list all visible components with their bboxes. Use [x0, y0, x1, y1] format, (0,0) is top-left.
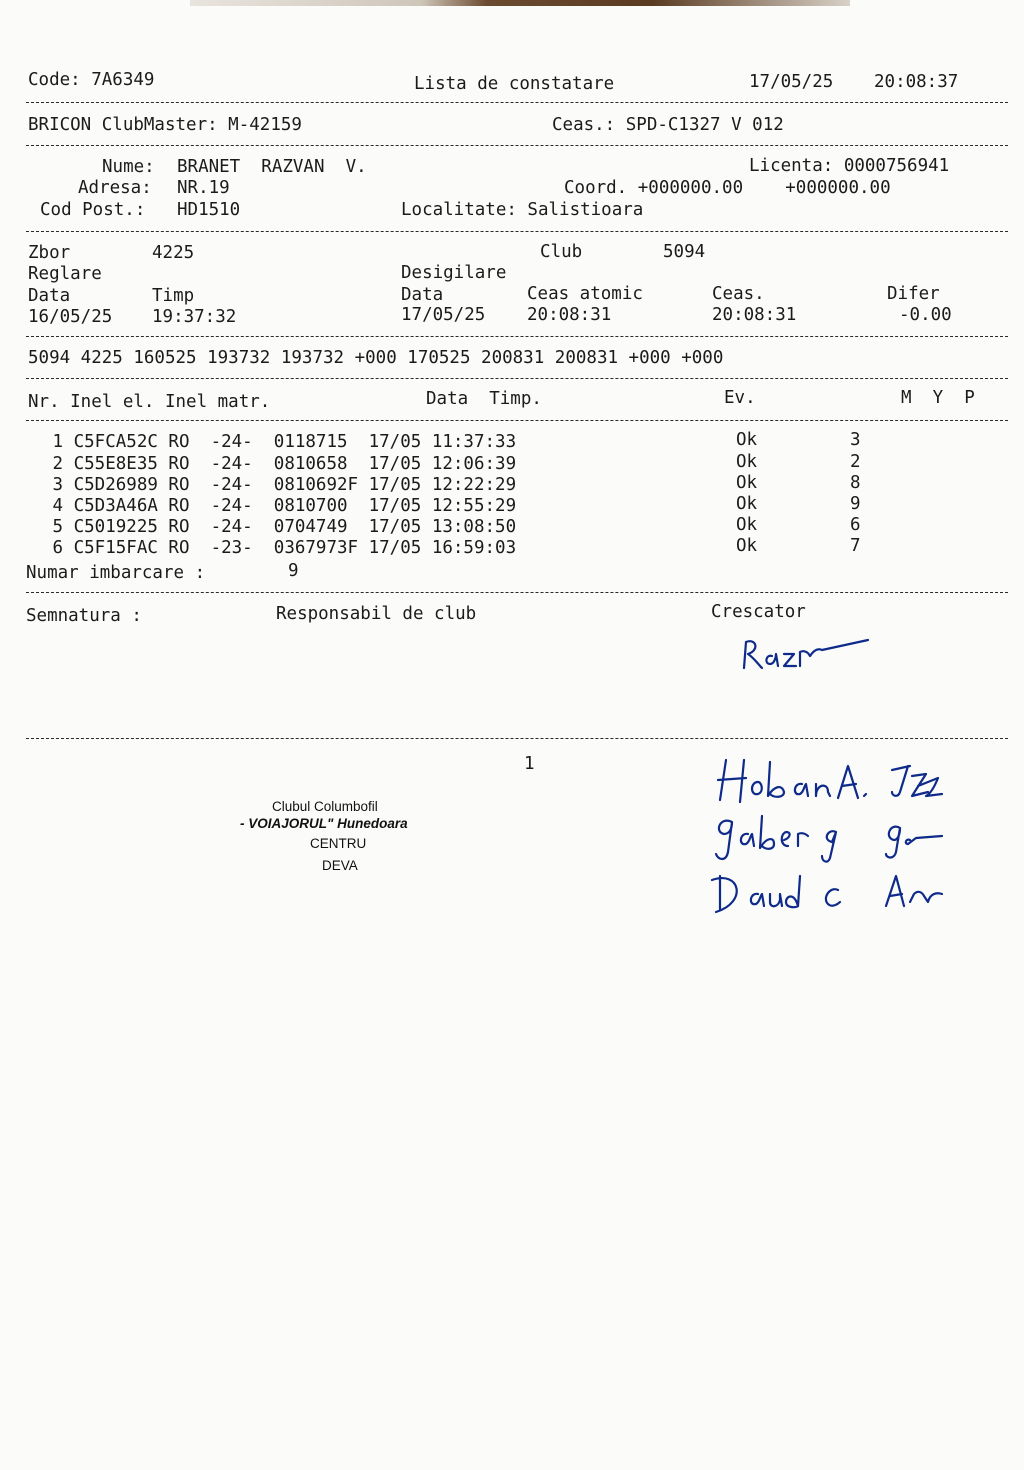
document-code: Code: 7A6349 — [28, 70, 155, 90]
separator — [26, 378, 1008, 379]
photo-edge — [190, 0, 850, 6]
table-row: 6 C5F15FAC RO -23- 0367973F 17/05 16:59:03 — [42, 538, 517, 558]
table-row: 2 C55E8E35 RO -24- 0810658 17/05 12:06:39 — [42, 454, 517, 474]
committee-signature-3 — [710, 862, 960, 922]
separator — [26, 738, 1008, 739]
header-time: 20:08:37 — [874, 72, 959, 92]
clock-label: Ceas. — [712, 284, 765, 304]
breeder-label: Crescator — [711, 602, 806, 622]
club-stamp-line: Clubul Columbofil — [272, 799, 378, 814]
row-event: Ok — [736, 515, 758, 535]
breeder-signature — [738, 628, 888, 676]
clock-time: 20:08:31 — [712, 305, 797, 325]
setting-time: 19:37:32 — [152, 307, 237, 327]
row-event: Ok — [736, 536, 758, 556]
row-value: 3 — [850, 430, 861, 450]
boarding-count-label: Numar imbarcare : — [26, 563, 206, 583]
name-label: Nume: — [102, 157, 155, 177]
encoded-line: 5094 4225 160525 193732 193732 +000 170525 200831 200831 +000 +000 — [28, 348, 724, 368]
signature-label: Semnatura : — [26, 606, 142, 626]
postcode-label: Cod Post.: — [40, 200, 146, 220]
table-row: 5 C5019225 RO -24- 0704749 17/05 13:08:50 — [42, 517, 517, 537]
row-value: 2 — [850, 452, 861, 472]
table-row: 1 C5FCA52C RO -24- 0118715 17/05 11:37:33 — [42, 432, 517, 452]
name-value: BRANET RAZVAN V. — [177, 157, 367, 177]
club-stamp-line: - VOIAJORUL" Hunedoara — [240, 816, 408, 831]
flight-number: 4225 — [152, 243, 195, 263]
clock-id: Ceas.: SPD-C1327 V 012 — [552, 115, 784, 135]
row-event: Ok — [736, 494, 758, 514]
separator — [26, 336, 1008, 337]
locality: Localitate: Salistioara — [401, 200, 644, 220]
page-number: 1 — [524, 754, 535, 774]
boarding-count-value: 9 — [288, 561, 299, 581]
difference-value: -0.00 — [899, 305, 952, 325]
column-header-event: Ev. — [724, 388, 756, 408]
separator — [26, 231, 1008, 232]
unsealing-heading: Desigilare — [401, 263, 507, 283]
atomic-clock-time: 20:08:31 — [527, 305, 612, 325]
club-label: Club — [540, 242, 583, 262]
table-row: 4 C5D3A46A RO -24- 0810700 17/05 12:55:29 — [42, 496, 517, 516]
club-stamp-line: CENTRU — [310, 836, 367, 851]
address-value: NR.19 — [177, 178, 230, 198]
column-header-datetime: Data Timp. — [426, 389, 542, 409]
club-stamp-line: DEVA — [322, 858, 358, 873]
setting-time-label: Timp — [152, 286, 195, 306]
separator — [26, 592, 1008, 593]
atomic-clock-label: Ceas atomic — [527, 284, 643, 304]
row-value: 6 — [850, 515, 861, 535]
unsealing-date-label: Data — [401, 285, 444, 305]
setting-date-label: Data — [28, 286, 71, 306]
header-date: 17/05/25 — [749, 72, 834, 92]
clubmaster-id: BRICON ClubMaster: M-42159 — [28, 115, 302, 135]
setting-date: 16/05/25 — [28, 307, 113, 327]
flight-label: Zbor — [28, 243, 71, 263]
licence: Licenta: 0000756941 — [749, 156, 950, 176]
address-label: Adresa: — [78, 178, 152, 198]
row-event: Ok — [736, 430, 758, 450]
separator — [26, 145, 1008, 146]
column-header-myp: M Y P — [901, 388, 975, 408]
row-value: 7 — [850, 536, 861, 556]
row-event: Ok — [736, 473, 758, 493]
difference-label: Difer — [887, 284, 940, 304]
postcode-value: HD1510 — [177, 200, 241, 220]
setting-heading: Reglare — [28, 264, 102, 284]
separator — [26, 420, 1008, 421]
document-title: Lista de constatare — [414, 74, 615, 94]
column-header-rings: Nr. Inel el. Inel matr. — [28, 392, 271, 412]
row-value: 8 — [850, 473, 861, 493]
row-event: Ok — [736, 452, 758, 472]
coordinates: Coord. +000000.00 +000000.00 — [564, 178, 891, 198]
committee-signature-1 — [712, 752, 962, 812]
table-row: 3 C5D26989 RO -24- 0810692F 17/05 12:22:29 — [42, 475, 517, 495]
committee-signature-2 — [710, 808, 960, 868]
unsealing-date: 17/05/25 — [401, 305, 486, 325]
row-value: 9 — [850, 494, 861, 514]
club-responsible-label: Responsabil de club — [276, 604, 477, 624]
separator — [26, 102, 1008, 103]
club-number: 5094 — [663, 242, 706, 262]
